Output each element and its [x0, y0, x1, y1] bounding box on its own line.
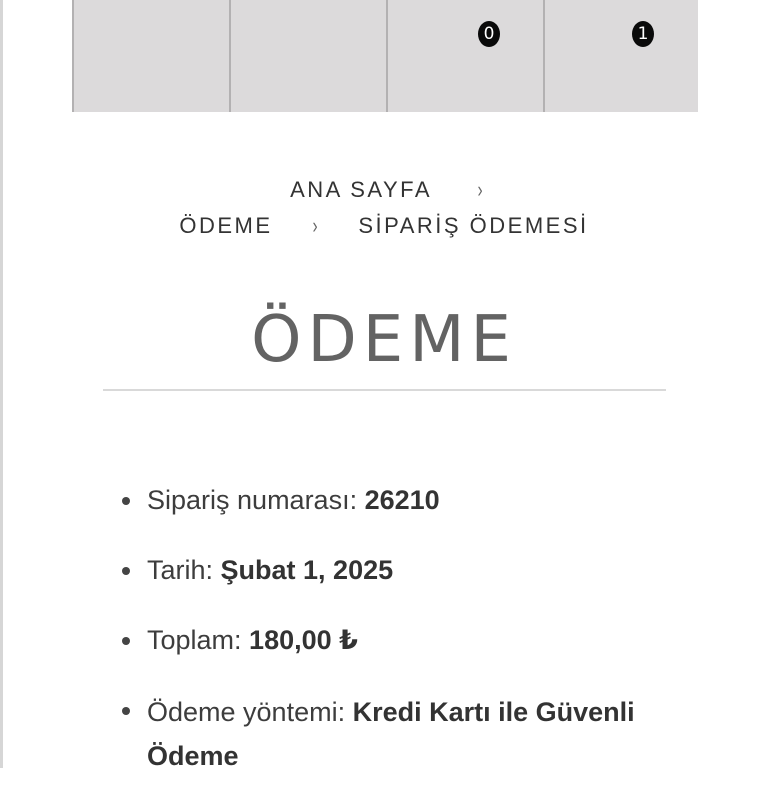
chevron-right-icon: ›: [312, 213, 319, 238]
bullet-icon: [122, 567, 130, 575]
cart-count-badge: 1: [632, 21, 654, 47]
title-divider: [103, 389, 666, 391]
order-number-value: 26210: [364, 485, 440, 515]
chevron-right-icon: ›: [477, 177, 485, 202]
payment-method-value-cont: Ödeme: [147, 741, 239, 771]
page-left-edge: [0, 0, 3, 768]
order-number-item: [118, 480, 678, 520]
order-date-label: Tarih:: [147, 555, 221, 585]
breadcrumb-payment-link[interactable]: ÖDEME: [179, 213, 273, 238]
payment-method-item: [118, 690, 678, 778]
bullet-icon: [122, 707, 130, 715]
order-date-item: [118, 550, 678, 590]
order-total-item: [118, 620, 678, 660]
breadcrumb-home-link[interactable]: ANA SAYFA: [290, 177, 433, 202]
payment-method-label: Ödeme yöntemi:: [147, 697, 353, 727]
bullet-icon: [122, 637, 130, 645]
order-details-list: [118, 480, 678, 808]
header-cell-2[interactable]: [229, 0, 386, 112]
header-icon-grid: [72, 0, 698, 112]
breadcrumb: [0, 172, 768, 244]
payment-method-value: Kredi Kartı ile Güvenli: [352, 697, 635, 727]
order-total-label: Toplam:: [147, 625, 250, 655]
bullet-icon: [122, 497, 130, 505]
header-cell-cart[interactable]: [543, 0, 698, 112]
breadcrumb-current: SİPARİŞ ÖDEMESİ: [358, 213, 589, 238]
order-total-value: 180,00 ₺: [249, 625, 358, 655]
order-number-label: Sipariş numarası:: [147, 485, 365, 515]
order-date-value: Şubat 1, 2025: [220, 555, 394, 585]
header-cell-1[interactable]: [72, 0, 229, 112]
wishlist-count-badge: 0: [478, 21, 500, 47]
page-title: ÖDEME: [251, 303, 517, 377]
header-cell-wishlist[interactable]: [386, 0, 543, 112]
